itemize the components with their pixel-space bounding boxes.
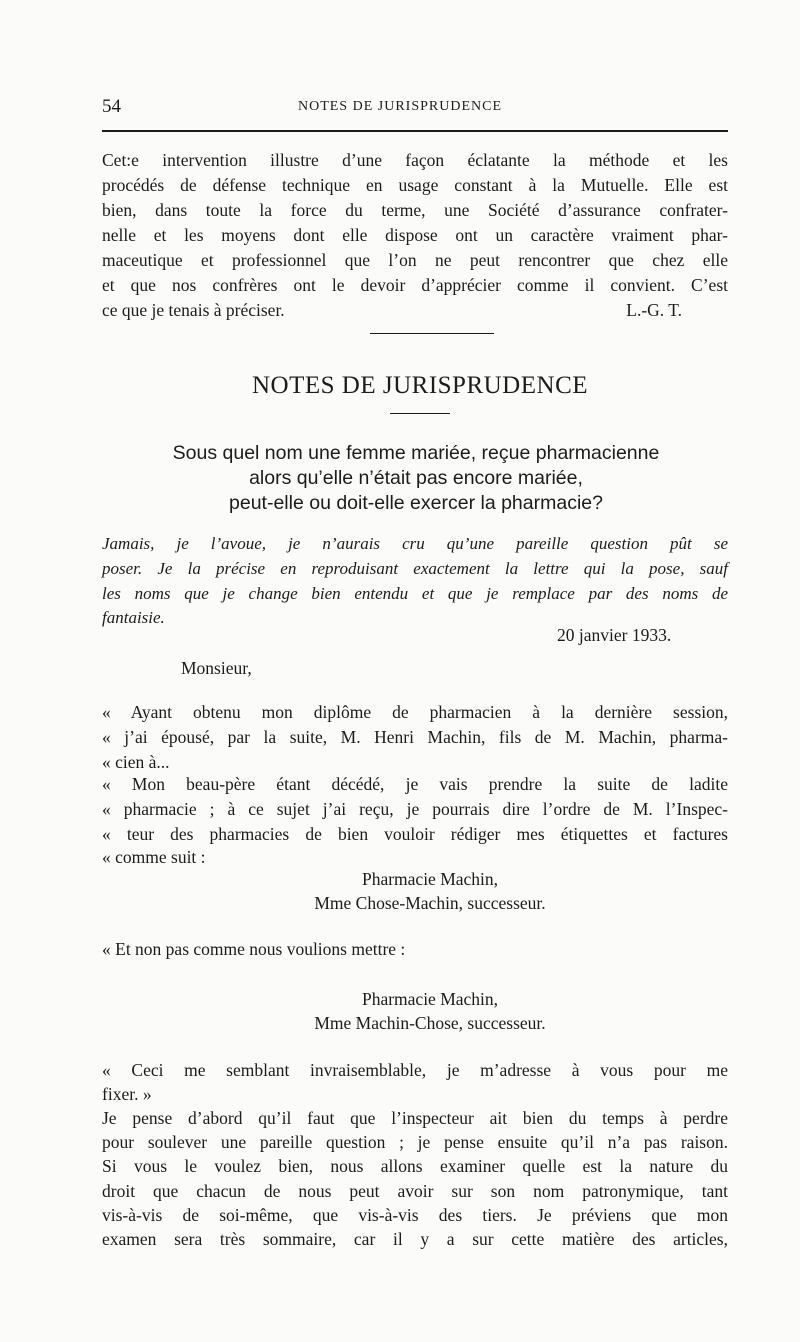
page-number: 54 — [102, 96, 121, 117]
question-line: peut-elle ou doit-elle exercer la pharmacie? — [229, 492, 603, 514]
label-example-2b: Mme Machin-Chose, successeur. — [314, 1013, 546, 1033]
body-line: vis-à-vis de soi-même, que vis-à-vis des tiers. Je préviens que mon — [102, 1205, 728, 1225]
title-underline — [390, 413, 450, 414]
question-line: Sous quel nom une femme mariée, reçue pharmacienne — [172, 442, 660, 464]
intro-last-line — [102, 298, 682, 322]
letter-line: « Mon beau-père étant décédé, je vais prendre la suite de ladite — [102, 774, 728, 794]
intro-line: bien, dans toute la force du terme, une Société d’assurance confrater- — [102, 200, 728, 220]
section-title: NOTES DE JURISPRUDENCE — [251, 372, 589, 399]
header-rule — [102, 130, 728, 132]
section-divider — [370, 333, 494, 334]
running-title: NOTES DE JURISPRUDENCE — [297, 99, 502, 114]
body-line: Je pense d’abord qu’il faut que l’inspecteur ait bien du temps à perdre — [102, 1108, 728, 1128]
letter-line: « comme suit : — [102, 847, 206, 867]
letter-line: « Et non pas comme nous voulions mettre : — [102, 939, 406, 959]
letter-date: 20 janvier 1933. — [557, 625, 672, 645]
intro-line: Cet:e intervention illustre d’une façon éclatante la méthode et les — [102, 150, 728, 170]
letter-line: fixer. » — [102, 1084, 152, 1104]
body-line: examen sera très sommaire, car il y a sur cette matière des articles, — [102, 1229, 728, 1249]
label-example-1b: Mme Chose-Machin, successeur. — [314, 893, 546, 913]
letter-line: « j’ai épousé, par la suite, M. Henri Machin, fils de M. Machin, pharma- — [102, 727, 728, 747]
letter-line: « pharmacie ; à ce sujet j’ai reçu, je pourrais dire l’ordre de M. l’Inspec- — [102, 799, 728, 819]
intro-line: maceutique et professionnel que l’on ne peut rencontrer que chez elle — [102, 250, 728, 270]
italic-line: Jamais, je l’avoue, je n’aurais cru qu’une pareille question pût se — [102, 534, 728, 553]
intro-last-text: ce que je tenais à préciser. — [102, 300, 285, 320]
letter-line: « Ayant obtenu mon diplôme de pharmacien à la dernière session, — [102, 702, 728, 722]
question-line: alors qu’elle n’était pas encore mariée, — [249, 467, 583, 489]
intro-line: nelle et les moyens dont elle dispose ont un caractère vraiment phar- — [102, 225, 728, 245]
letter-line: « teur des pharmacies de bien vouloir rédiger mes étiquettes et factures — [102, 824, 728, 844]
label-example-1a: Pharmacie Machin, — [361, 869, 499, 889]
label-example-2a: Pharmacie Machin, — [361, 989, 499, 1009]
italic-line: poser. Je la précise en reproduisant exactement la lettre qui la pose, sauf — [102, 559, 728, 578]
letter-line: « Ceci me semblant invraisemblable, je m’adresse à vous pour me — [102, 1060, 728, 1080]
body-line: droit que chacun de nous peut avoir sur son nom patronymique, tant — [102, 1181, 728, 1201]
italic-line: les noms que je change bien entendu et que je remplace par des noms de — [102, 584, 728, 603]
intro-line: procédés de défense technique en usage constant à la Mutuelle. Elle est — [102, 175, 728, 195]
letter-line: « cien à... — [102, 752, 170, 772]
body-line: Si vous le voulez bien, nous allons examiner quelle est la nature du — [102, 1156, 728, 1176]
intro-line: et que nos confrères ont le devoir d’apprécier comme il convient. C’est — [102, 275, 728, 295]
letter-salutation: Monsieur, — [181, 658, 252, 678]
author-signature: L.-G. T. — [626, 300, 682, 320]
italic-last-line: fantaisie. — [102, 608, 165, 627]
body-line: pour soulever une pareille question ; je pense ensuite qu’il n’a pas raison. — [102, 1132, 728, 1152]
